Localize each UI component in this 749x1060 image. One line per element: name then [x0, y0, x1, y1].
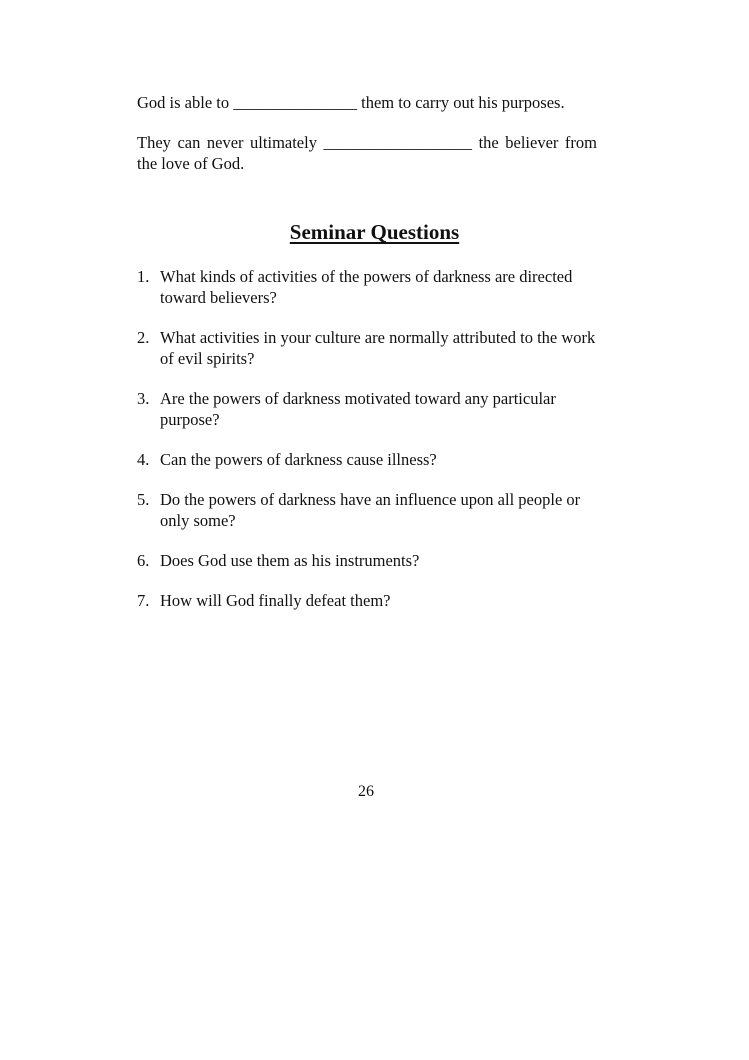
question-text: Does God use them as his instruments?	[160, 551, 420, 570]
question-text: What activities in your culture are normally attributed to the work of evil spirits?	[160, 328, 596, 368]
question-number: 6.	[137, 551, 150, 570]
fill-in-1-before: God is able to	[137, 93, 230, 112]
page-number: 26	[358, 783, 374, 800]
question-text: How will God finally defeat them?	[160, 591, 391, 610]
question-item	[137, 489, 607, 531]
question-number: 7.	[137, 591, 150, 610]
question-text: Can the powers of darkness cause illness?	[160, 450, 437, 469]
fill-in-1-after: them to carry out his purposes.	[361, 93, 565, 112]
question-item	[137, 266, 607, 308]
question-number: 1.	[137, 267, 150, 286]
question-number: 4.	[137, 450, 150, 469]
fill-in-sentence-1	[137, 92, 597, 113]
question-number: 5.	[137, 490, 150, 509]
section-heading: Seminar Questions	[289, 220, 460, 244]
question-text: Are the powers of darkness motivated toward any particular purpose?	[160, 389, 556, 429]
fill-in-1-blank: _______________	[233, 93, 357, 112]
fill-in-2-blank: __________________	[323, 133, 473, 152]
question-number: 2.	[137, 328, 150, 347]
fill-in-sentence-2	[137, 132, 597, 174]
fill-in-2-before: They can never ultimately	[137, 133, 317, 152]
question-text: What kinds of activities of the powers of darkness are directed toward believers?	[160, 267, 573, 307]
question-item	[137, 327, 607, 369]
question-item	[137, 449, 607, 470]
question-list	[137, 266, 607, 630]
fill-in-2-after: the believer from the love of God.	[137, 133, 598, 173]
question-item	[137, 590, 607, 611]
question-item	[137, 388, 607, 430]
question-item	[137, 550, 607, 571]
question-number: 3.	[137, 389, 150, 408]
question-text: Do the powers of darkness have an influence upon all people or only some?	[160, 490, 581, 530]
